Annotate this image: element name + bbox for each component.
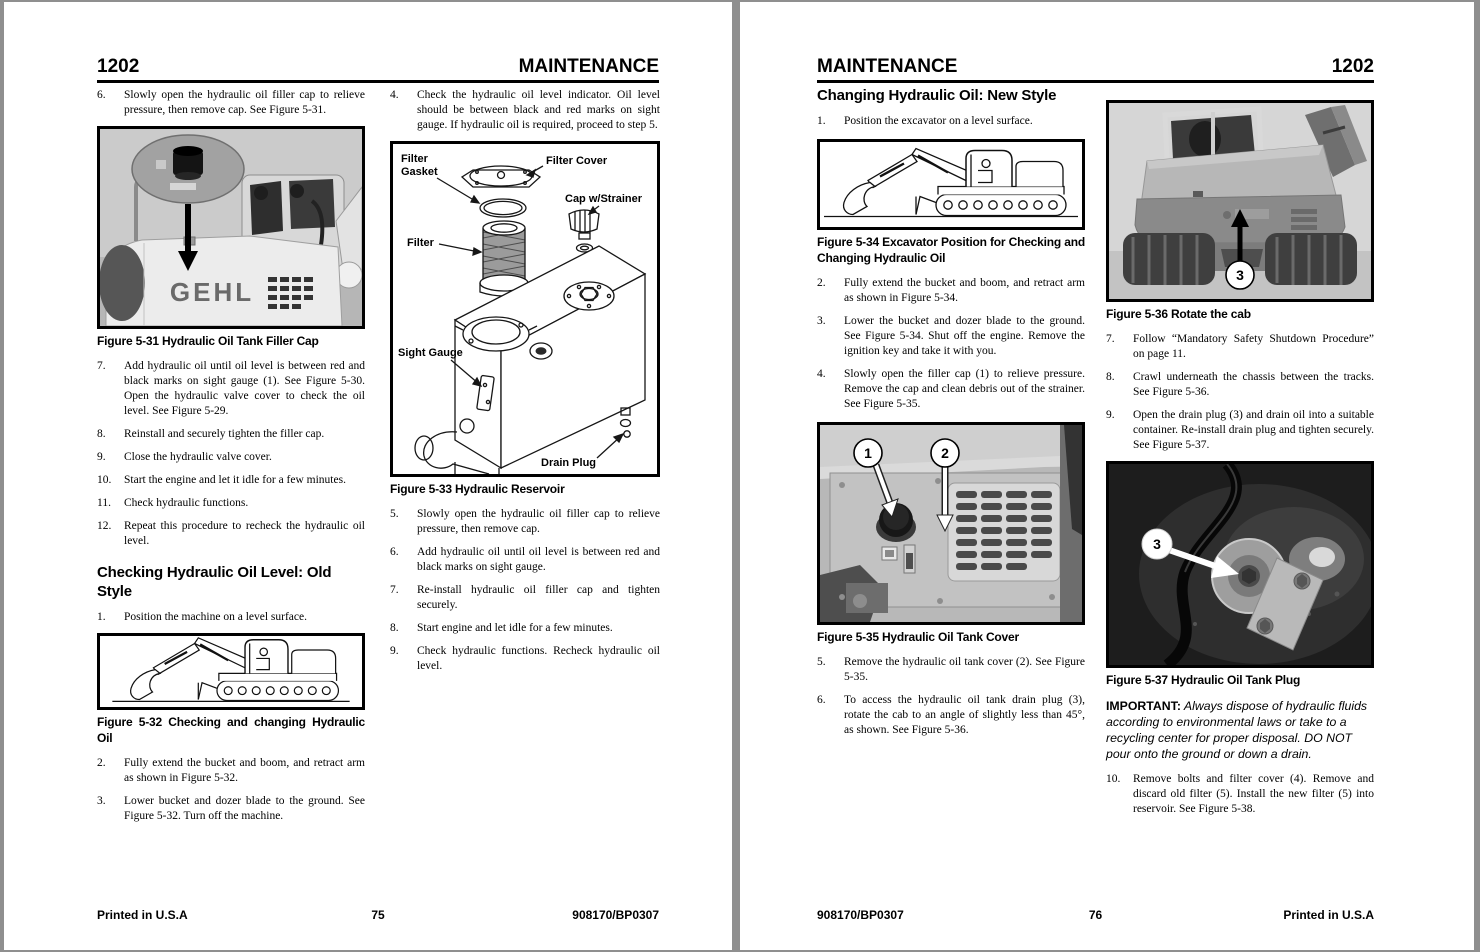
step-item — [97, 359, 365, 419]
header-section-code: 1202 — [1331, 56, 1374, 77]
step-number: 8. — [97, 428, 106, 440]
step-item — [817, 276, 1085, 306]
step-text: Reinstall and securely tighten the filler cap. — [124, 428, 325, 440]
label-cap-strainer: Cap w/Strainer — [565, 193, 643, 205]
step-text: Fully extend the bucket and boom, and retract arm as shown in Figure 5-34. — [844, 277, 1085, 304]
step-item — [817, 314, 1085, 359]
step-number: 8. — [1106, 371, 1115, 383]
step-item — [97, 756, 365, 786]
footer-printed-in: Printed in U.S.A — [97, 908, 188, 922]
step-item — [97, 519, 365, 549]
step-item — [817, 367, 1085, 412]
step-item — [97, 610, 365, 625]
svg-text:1: 1 — [864, 445, 872, 461]
figure-5-37-caption: Figure 5-37 Hydraulic Oil Tank Plug — [1106, 673, 1301, 687]
tank-cover-photo-graphic — [820, 425, 1082, 622]
step-number: 8. — [390, 622, 399, 634]
page76-column-2 — [1106, 88, 1374, 825]
step-number: 7. — [1106, 333, 1115, 345]
footer-part-number: 908170/BP0307 — [572, 908, 660, 922]
figure-5-36-photo — [1106, 100, 1374, 302]
step-number: 1. — [817, 115, 826, 127]
footer-page-number: 76 — [1088, 908, 1103, 922]
step-text: Remove the hydraulic oil tank cover (2). See Figure 5-35. — [844, 656, 1085, 683]
step-item — [97, 427, 365, 442]
footer-part-number: 908170/BP0307 — [817, 908, 904, 922]
figure-5-35-caption: Figure 5-35 Hydraulic Oil Tank Cover — [817, 630, 1019, 644]
step-number: 9. — [390, 645, 399, 657]
step-text: Position the excavator on a level surface. — [844, 115, 1033, 127]
step-text: Start engine and let idle for a few minutes. — [417, 622, 613, 634]
step-text: Remove bolts and filter cover (4). Remove and discard old filter (5). Install the new filter (5) into reservoir. See Figure 5-38. — [1133, 773, 1374, 815]
page75-column-2 — [390, 88, 660, 682]
svg-text:3: 3 — [1153, 536, 1161, 552]
step-text: To access the hydraulic oil tank drain plug (3), rotate the cab to an angle of slightly less than 45°, as shown. See Figure 5-36. — [844, 694, 1085, 736]
step-text: Position the machine on a level surface. — [124, 611, 307, 623]
step-item — [1106, 408, 1374, 453]
important-label: IMPORTANT: — [1106, 699, 1181, 713]
step-text: Close the hydraulic valve cover. — [124, 451, 272, 463]
figure-5-34-caption: Figure 5-34 Excavator Position for Checking and Changing Hydraulic Oil — [817, 235, 1085, 265]
step-number: 6. — [817, 694, 826, 706]
step-number: 1. — [97, 611, 106, 623]
step-item — [817, 114, 1085, 129]
page-76 — [740, 2, 1474, 950]
step-item — [1106, 332, 1374, 362]
excavator-line-drawing — [100, 636, 362, 707]
step-item — [390, 644, 660, 674]
figure-5-31-caption: Figure 5-31 Hydraulic Oil Tank Filler Cap — [97, 334, 319, 348]
figure-5-33-caption: Figure 5-33 Hydraulic Reservoir — [390, 482, 565, 496]
label-filter: Filter — [407, 237, 434, 249]
step-number: 6. — [390, 546, 399, 558]
figure-5-33-drawing — [390, 141, 660, 477]
step-text: Slowly open the hydraulic oil filler cap to relieve pressure, then remove cap. — [417, 508, 660, 535]
rotate-cab-photo-graphic — [1109, 103, 1371, 299]
step-number: 4. — [817, 368, 826, 380]
step-item — [1106, 772, 1374, 817]
page75-footer — [97, 908, 659, 922]
page75-column-1 — [97, 88, 365, 832]
excavator-line-drawing — [820, 142, 1082, 227]
svg-text:2: 2 — [941, 445, 949, 461]
step-text: Follow “Mandatory Safety Shutdown Procedure” on page 11. — [1133, 333, 1374, 360]
step-text: Check hydraulic functions. Recheck hydraulic oil level. — [417, 645, 660, 672]
step-item — [97, 794, 365, 824]
step-item — [97, 88, 365, 118]
step-number: 5. — [817, 656, 826, 668]
header-chapter-title: MAINTENANCE — [817, 56, 958, 77]
step-text: Lower the bucket and dozer blade to the ground. See Figure 5-34. Shut off the engine. Remove the ignition key and take it with you. — [844, 315, 1085, 357]
tank-plug-photo-graphic — [1109, 464, 1371, 665]
header-chapter-title: MAINTENANCE — [518, 56, 659, 77]
step-number: 5. — [390, 508, 399, 520]
section-heading-checking-old-style: Checking Hydraulic Oil Level: Old Style — [97, 564, 332, 600]
figure-5-31-photo — [97, 126, 365, 329]
figure-5-32-caption: Figure 5-32 Checking and changing Hydraulic Oil — [97, 715, 365, 745]
gehl-logo-text: GEHL — [169, 277, 255, 307]
step-item — [390, 88, 660, 133]
step-text: Add hydraulic oil until oil level is between red and black marks on sight gauge. — [417, 546, 660, 573]
figure-5-35-photo — [817, 422, 1085, 625]
step-number: 9. — [97, 451, 106, 463]
footer-printed-in: Printed in U.S.A — [1283, 908, 1375, 922]
figure-5-36-caption: Figure 5-36 Rotate the cab — [1106, 307, 1251, 321]
important-text: Always dispose of hydraulic fluids according to environmental laws or take to a recycling center for proper disposal. DO NOT pour onto the ground or down a drain. — [1106, 699, 1368, 761]
important-notice — [1106, 698, 1374, 762]
page-75 — [4, 2, 732, 950]
step-number: 6. — [97, 89, 106, 101]
page76-footer — [817, 908, 1374, 922]
step-number: 7. — [390, 584, 399, 596]
page76-header — [817, 52, 1374, 83]
step-text: Re-install hydraulic oil filler cap and tighten securely. — [417, 584, 660, 611]
step-text: Slowly open the filler cap (1) to relieve pressure. Remove the cap and clean debris out of the strainer. See Figure 5-35. — [844, 368, 1085, 410]
step-number: 11. — [97, 497, 111, 509]
footer-page-number: 75 — [371, 908, 385, 922]
step-text: Fully extend the bucket and boom, and retract arm as shown in Figure 5-32. — [124, 757, 365, 784]
page75-header — [97, 52, 659, 83]
figure-5-32-drawing — [97, 633, 365, 710]
hydraulic-reservoir-diagram — [393, 144, 657, 474]
step-item — [390, 507, 660, 537]
step-number: 12. — [97, 520, 112, 532]
step-text: Lower bucket and dozer blade to the ground. See Figure 5-32. Turn off the machine. — [124, 795, 365, 822]
svg-text:3: 3 — [1236, 267, 1244, 283]
label-drain-plug: Drain Plug — [541, 457, 597, 469]
figure-5-37-photo — [1106, 461, 1374, 668]
step-number: 2. — [97, 757, 106, 769]
step-text: Repeat this procedure to recheck the hydraulic oil level. — [124, 520, 365, 547]
step-number: 3. — [817, 315, 826, 327]
step-number: 4. — [390, 89, 399, 101]
step-item — [97, 450, 365, 465]
step-item — [390, 583, 660, 613]
header-section-code: 1202 — [97, 56, 140, 77]
page76-column-1 — [817, 86, 1085, 746]
step-text: Crawl underneath the chassis between the tracks. See Figure 5-36. — [1133, 371, 1374, 398]
step-text: Check the hydraulic oil level indicator. Oil level should be between black and red marks on sight gauge. If hydraulic oil is required, proceed to step 5. — [417, 89, 660, 131]
step-text: Check hydraulic functions. — [124, 497, 249, 509]
step-text: Slowly open the hydraulic oil filler cap to relieve pressure, then remove cap. See Figure 5-31. — [124, 89, 365, 116]
step-item — [390, 621, 660, 636]
step-number: 7. — [97, 360, 106, 372]
label-sight-gauge: Sight Gauge — [398, 347, 463, 359]
step-text: Add hydraulic oil until oil level is between red and black marks on sight gauge (1). See Figure 5-30. Open the hydraulic valve cover to check the oil level. See Figure 5-29. — [124, 360, 365, 417]
step-item — [390, 545, 660, 575]
section-heading-changing-new-style: Changing Hydraulic Oil: New Style — [817, 87, 1057, 104]
step-item — [817, 693, 1085, 738]
figure-5-34-drawing — [817, 139, 1085, 230]
step-number: 3. — [97, 795, 106, 807]
step-number: 9. — [1106, 409, 1115, 421]
step-number: 10. — [1106, 773, 1121, 785]
step-text: Open the drain plug (3) and drain oil into a suitable container. Re-install drain plug and tighten securely. See Figure 5-37. — [1133, 409, 1374, 451]
label-filter-cover: Filter Cover — [546, 155, 608, 167]
step-number: 2. — [817, 277, 826, 289]
step-number: 10. — [97, 474, 112, 486]
label-filter-gasket-line1: Filter — [401, 153, 428, 165]
step-item — [817, 655, 1085, 685]
step-text: Start the engine and let it idle for a few minutes. — [124, 474, 346, 486]
step-item — [97, 473, 365, 488]
step-item — [97, 496, 365, 511]
step-item — [1106, 370, 1374, 400]
label-filter-gasket-line2: Gasket — [401, 166, 438, 178]
filler-cap-photo-graphic — [100, 129, 362, 326]
